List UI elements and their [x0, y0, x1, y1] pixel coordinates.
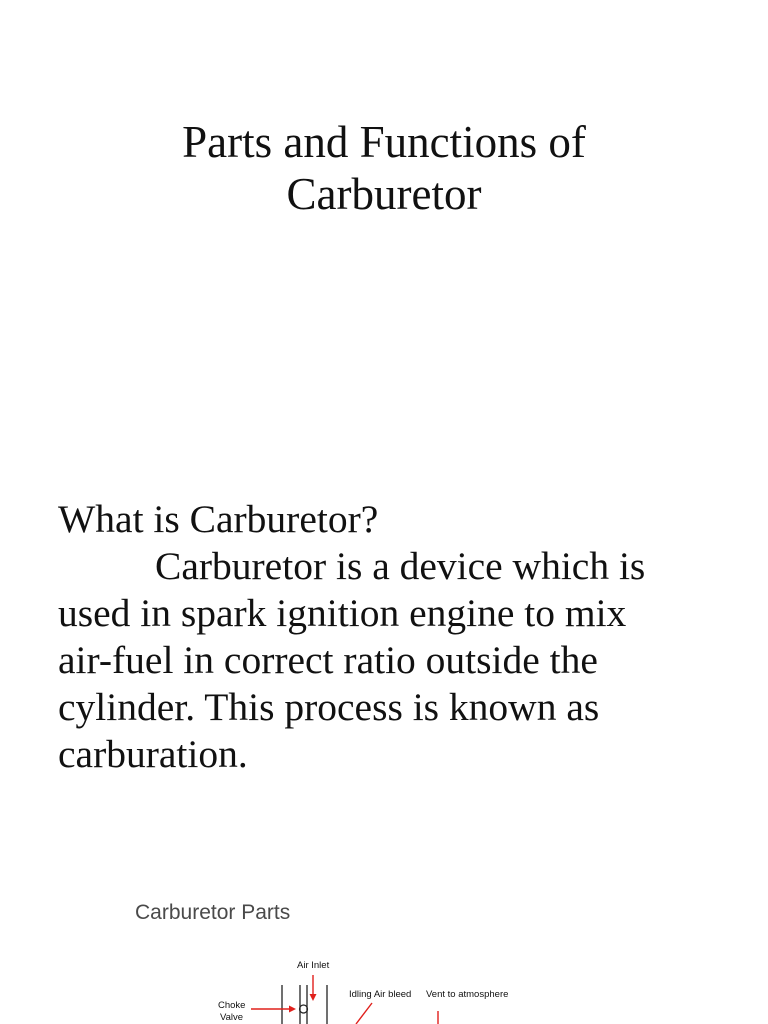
vent-label: Vent to atmosphere: [426, 989, 509, 1000]
body-line-1: Carburetor is a device which is: [155, 544, 646, 588]
carburetor-diagram: [0, 895, 768, 1024]
air-inlet-arrowhead: [310, 994, 317, 1001]
definition-paragraph: [58, 496, 748, 778]
choke-label-line-1: Choke: [218, 1000, 246, 1011]
choke-arrowhead: [289, 1006, 296, 1013]
carburetor-parts-figure: [0, 895, 768, 1024]
body-line-4: cylinder. This process is known as: [58, 685, 600, 729]
idling-air-bleed-pointer: [356, 1003, 372, 1024]
question-heading: What is Carburetor?: [58, 497, 379, 541]
title-line-1: Parts and Functions of: [182, 117, 586, 167]
body-line-5: carburation.: [58, 732, 248, 776]
page-title: [0, 116, 768, 220]
air-inlet-label: Air Inlet: [297, 960, 330, 971]
figure-title: Carburetor Parts: [135, 901, 291, 924]
choke-valve-disc: [300, 1005, 308, 1013]
body-line-3: air-fuel in correct ratio outside the: [58, 638, 598, 682]
title-line-2: Carburetor: [286, 169, 482, 219]
body-line-2: used in spark ignition engine to mix: [58, 591, 627, 635]
choke-label-line-2: Valve: [220, 1012, 244, 1023]
idling-air-bleed-label: Idling Air bleed: [349, 989, 412, 1000]
